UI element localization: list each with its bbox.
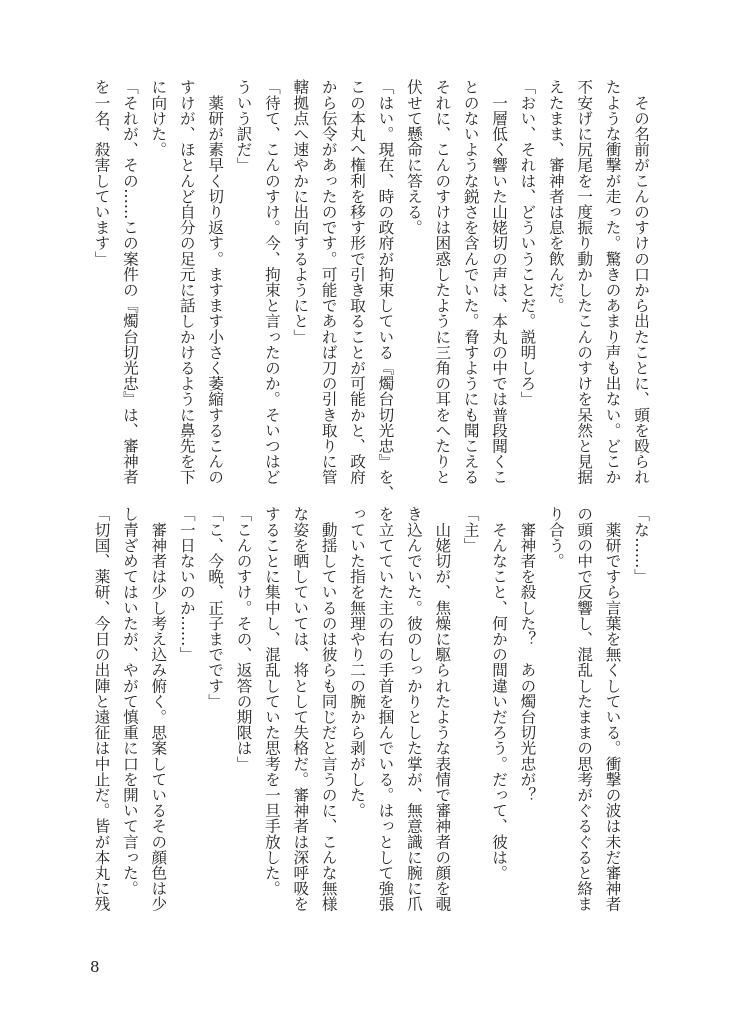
text-column: 審神者は少し考え込み俯く。思案しているその顔色は少	[149, 506, 168, 912]
text-column: 薬研ですら言葉を無くしている。衝撃の波は未だ審神者	[603, 506, 622, 912]
text-column: の頭の中で反響し、混乱したままの思考がぐるぐると絡ま	[575, 506, 594, 912]
text-column: ういう訳だ」	[234, 79, 253, 173]
text-block-bottom	[87, 506, 655, 926]
text-column: その名前がこんのすけの口から出たことに、頭を殴られ	[632, 79, 650, 485]
text-column: 審神者を殺した？ あの燭台切光忠が？	[518, 506, 537, 803]
text-column: 動揺しているのは彼らも同じだと言うのに、こんな無様	[319, 506, 338, 912]
text-column: すけが、ほとんど自分の足元に話しかけるように鼻先を下	[177, 79, 196, 485]
text-column: 薬研が素早く切り返す。ますます小さく萎縮するこんの	[206, 79, 225, 485]
text-column: 「な……」	[632, 506, 650, 584]
text-column: 「一日ないのか……」	[177, 506, 196, 662]
text-column: 「待て、こんのすけ。今、拘束と言ったのか。そいつはど	[262, 79, 281, 485]
text-column: それに、こんのすけは困惑したように三角の耳をへたりと	[433, 79, 452, 485]
text-column: 轄拠点へ速やかに出向するようにと」	[291, 79, 310, 345]
text-column: たような衝撃が走った。驚きのあまり声も出ない。どこか	[603, 79, 622, 485]
text-column: し青ざめてはいたが、やがて慎重に口を開いて言った。	[120, 506, 139, 896]
text-column: から伝令があったのです。可能であれば刀の引き取りに管	[319, 79, 338, 485]
text-column: 不安げに尻尾を一度振り動かしたこんのすけを呆然と見据	[575, 79, 594, 485]
text-column: 「はい。現在、時の政府が拘束している『燭台切光忠』を、	[376, 79, 395, 501]
text-column: っていた指を無理やり二の腕から剥がした。	[348, 506, 367, 818]
text-column: この本丸へ権利を移す形で引き取ることが可能かと、政府	[348, 79, 367, 485]
text-column: 「おい、それは、どういうことだ。説明しろ」	[518, 79, 537, 407]
text-column: り合う。	[546, 506, 565, 569]
text-column: 「それが、その……この案件の『燭台切光忠』は、審神者	[120, 79, 139, 485]
text-column: に向けた。	[149, 79, 168, 157]
text-column: えたまま、審神者は息を飲んだ。	[546, 79, 565, 313]
text-column: 伏せて懸命に答える。	[404, 79, 423, 235]
text-block-top	[87, 79, 655, 501]
text-column: することに集中し、混乱していた思考を一旦手放した。	[262, 506, 281, 896]
page-number: 8	[90, 958, 100, 976]
text-column: を一名、殺害しています」	[92, 79, 111, 267]
text-column: 「主」	[461, 506, 480, 553]
text-column: 山姥切が、焦燥に駆られたような表情で審神者の顔を覗	[433, 506, 452, 912]
text-column: 「こんのすけ。その、返答の期限は」	[234, 506, 253, 772]
text-column: とのないような鋭さを含んでいた。脅すようにも聞こえる	[461, 79, 480, 485]
text-column: き込んでいた。彼のしっかりとした掌が、無意識に腕に爪	[404, 506, 423, 912]
text-column: 一層低く響いた山姥切の声は、本丸の中では普段聞くこ	[490, 79, 509, 485]
text-column: 「切国、薬研、今日の出陣と遠征は中止だ。皆が本丸に残	[92, 506, 111, 912]
text-column: そんなこと、何かの間違いだろう。だって、彼は。	[490, 506, 509, 881]
text-column: な姿を晒していては、将として失格だ。審神者は深呼吸を	[291, 506, 310, 912]
text-column: を立てていた主の右の手首を掴んでいる。はっとして強張	[376, 506, 395, 912]
text-column: 「こ、今晩、正子までです」	[206, 506, 225, 709]
